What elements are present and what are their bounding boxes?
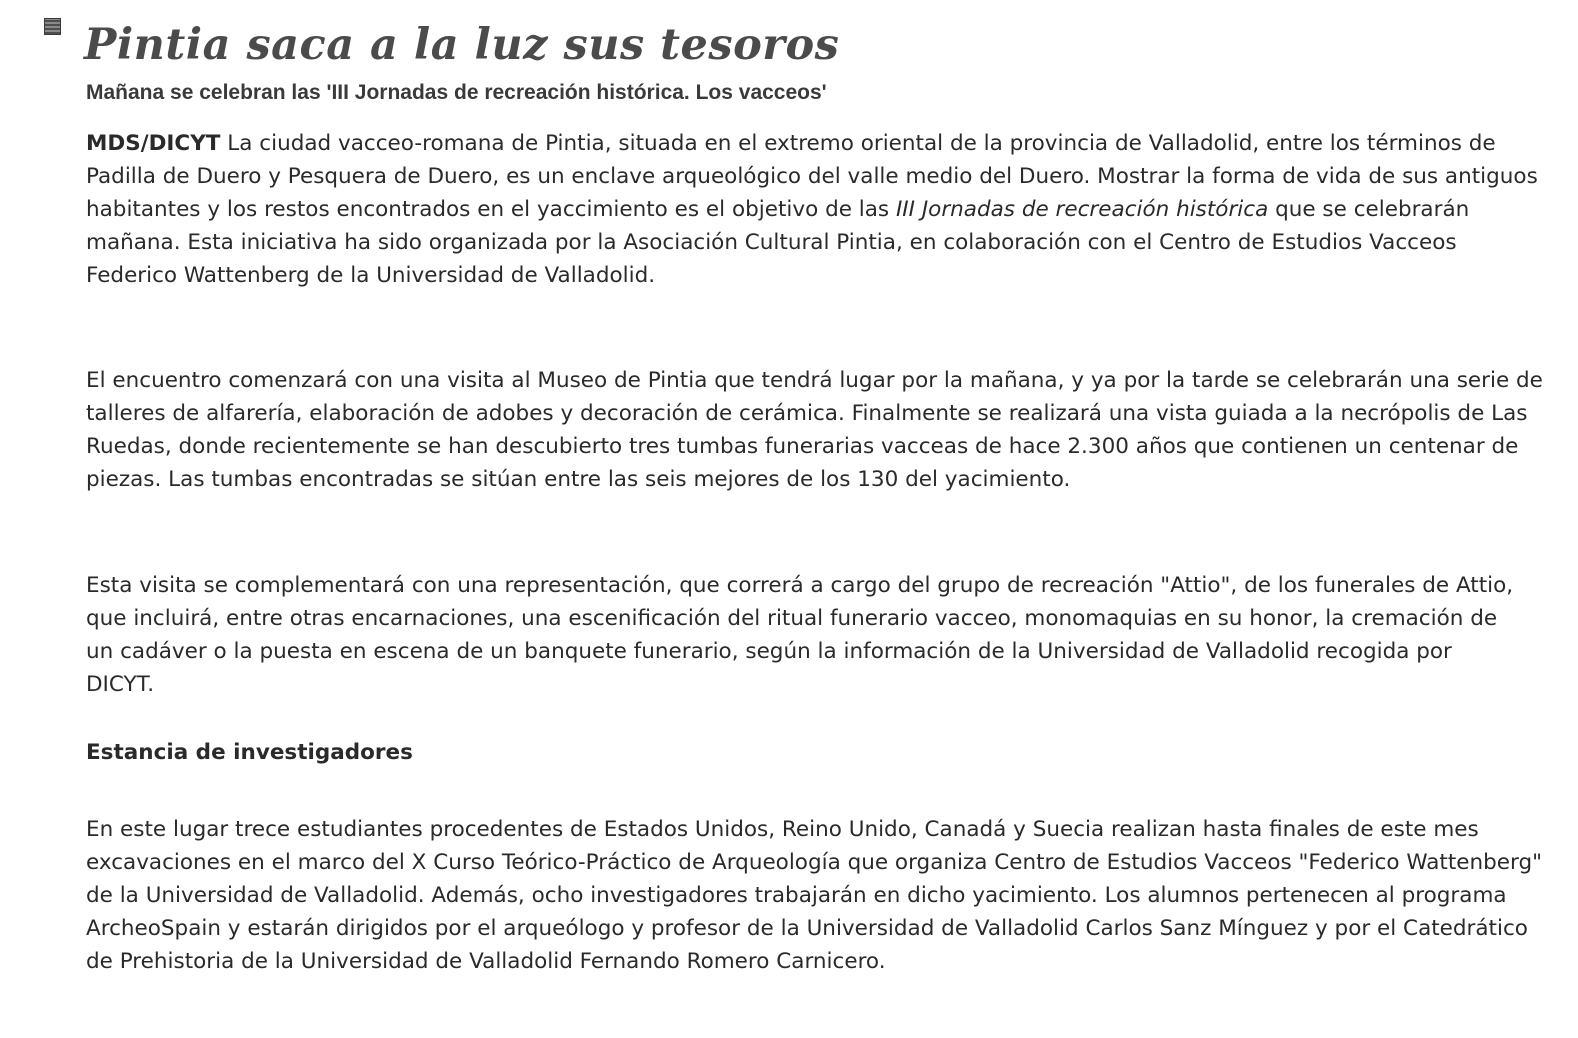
article-paragraph-4: En este lugar trece estudiantes procedentes de Estados Unidos, Reino Unido, Canadá y Suecia realizan hasta finales de este mes excavaciones en el marco del X Curso Teórico-Práctico de Arqueología que organiza Centro de Estudios Vacceos "Federico Wattenberg" de la Universidad de Valladolid. Además, ocho investigadores trabajarán en dicho yacimiento. Los alumnos pertenecen al programa ArcheoSpain y estarán dirigidos por el arqueólogo y profesor de la Universidad de Valladolid Carlos Sanz Mínguez y por el Catedrático de Prehistoria de la Universidad de Valladolid Fernando Romero Carnicero. (86, 817, 1542, 974)
square-bullet-icon (44, 18, 61, 35)
article-paragraph-1 (86, 127, 1546, 292)
article-paragraph-3: Esta visita se complementará con una representación, que correrá a cargo del grupo de recreación "Attio", de los funerales de Attio, que incluirá, entre otras encarnaciones, una escenificación del ritual funerario vacceo, monomaquias en su honor, la cremación de un cadáver o la puesta en escena de un banquete funerario, según la información de la Universidad de Valladolid recogida por DICYT. (86, 573, 1514, 697)
section-heading: Estancia de investigadores (86, 740, 413, 765)
paragraph-1-text-b: que se celebrarán mañana. Esta iniciativa ha sido organizada por la Asociación Cultural Pintia, en colaboración con el Centro de Estudios Vacceos Federico Wattenberg de la Universidad de Valladolid. (86, 197, 1470, 288)
article-headline: Pintia saca a la luz sus tesoros (84, 20, 840, 70)
paragraph-1-text-a: La ciudad vacceo-romana de Pintia, situada en el extremo oriental de la provincia de Valladolid, entre los términos de Padilla de Duero y Pesquera de Duero, es un enclave arqueológico del valle medio del Duero. Mostrar la forma de vida de sus antiguos habitantes y los restos encontrados en el yaccimiento es el objetivo de las (86, 131, 1538, 222)
article-subtitle: Mañana se celebran las 'III Jornadas de recreación histórica. Los vacceos' (86, 81, 827, 104)
byline-source: MDS/DICYT (86, 131, 221, 156)
article-paragraph-2: El encuentro comenzará con una visita al Museo de Pintia que tendrá lugar por la mañana, y ya por la tarde se celebrarán una serie de talleres de alfarería, elaboración de adobes y decoración de cerámica. Finalmente se realizará una vista guiada a la necrópolis de Las Ruedas, donde recientemente se han descubierto tres tumbas funerarias vacceas de hace 2.300 años que contienen un centenar de piezas. Las tumbas encontradas se sitúan entre las seis mejores de los 130 del yacimiento. (86, 368, 1543, 492)
event-name-italic: III Jornadas de recreación histórica (895, 197, 1269, 222)
